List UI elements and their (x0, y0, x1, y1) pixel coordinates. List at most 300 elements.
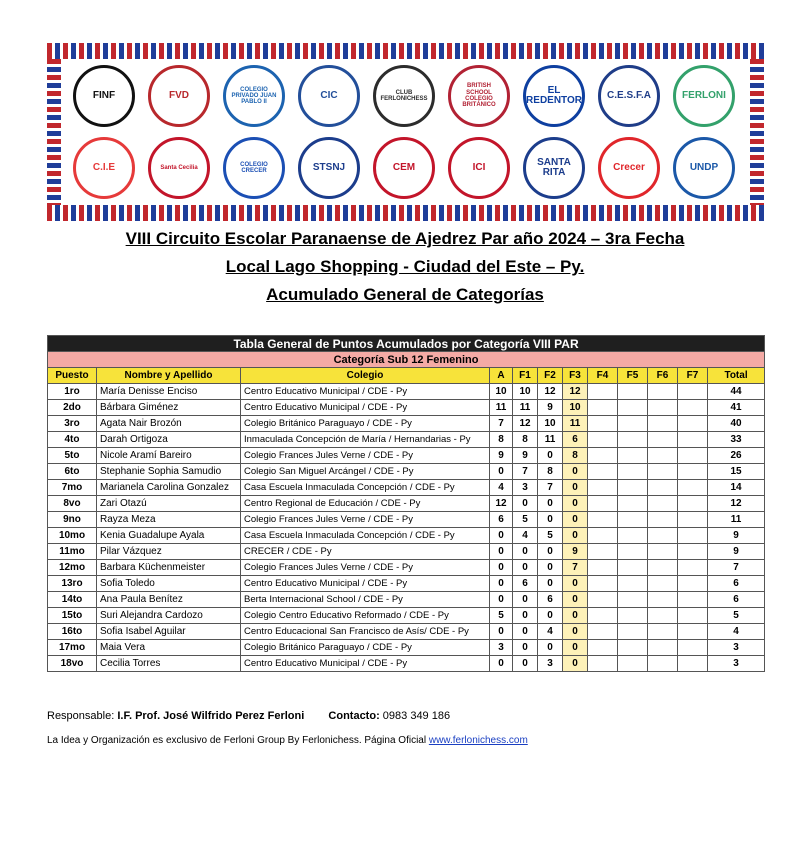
table-cell (648, 480, 678, 496)
table-cell: 0 (490, 576, 513, 592)
table-cell: 0 (563, 496, 588, 512)
table-cell: Cecilia Torres (97, 656, 241, 672)
table-cell: 0 (538, 640, 563, 656)
logo-text: STSNJ (298, 137, 360, 199)
table-cell: 4 (538, 624, 563, 640)
shield-icon (219, 135, 289, 201)
table-cell: 9 (708, 544, 765, 560)
logo-text: FINF (73, 65, 135, 127)
table-cell: 0 (490, 528, 513, 544)
table-row (48, 656, 765, 672)
table-cell: 15 (708, 464, 765, 480)
column-header: F1 (513, 368, 538, 384)
table-cell: 6 (538, 592, 563, 608)
table-cell: 26 (708, 448, 765, 464)
logo-text: FVD (148, 65, 210, 127)
table-cell: 3 (708, 640, 765, 656)
table-cell (648, 512, 678, 528)
table-cell (678, 384, 708, 400)
table-cell (678, 496, 708, 512)
table-row (48, 544, 765, 560)
logo-text: COLEGIO CRECER (223, 137, 285, 199)
table-cell: Centro Educativo Municipal / CDE - Py (241, 656, 490, 672)
table-cell (678, 528, 708, 544)
table-cell (618, 624, 648, 640)
table-cell (618, 528, 648, 544)
u-icon (669, 135, 739, 201)
table-cell: 10 (538, 416, 563, 432)
table-cell: 15to (48, 608, 97, 624)
table-cell: 5to (48, 448, 97, 464)
table-title: Tabla General de Puntos Acumulados por Categoría VIII PAR (48, 336, 765, 352)
table-row (48, 608, 765, 624)
table-cell: 0 (563, 576, 588, 592)
table-row (48, 576, 765, 592)
table-cell: Stephanie Sophia Samudio (97, 464, 241, 480)
table-cell: 33 (708, 432, 765, 448)
table-cell: 3 (708, 656, 765, 672)
table-cell: 8 (563, 448, 588, 464)
table-cell: 5 (708, 608, 765, 624)
table-cell: Colegio Británico Paraguayo / CDE - Py (241, 416, 490, 432)
logo-text: CLUB FERLONICHESS (373, 65, 435, 127)
table-cell: 8 (490, 432, 513, 448)
column-header: A (490, 368, 513, 384)
table-cell: 0 (513, 592, 538, 608)
table-cell: 11 (513, 400, 538, 416)
table-cell: Colegio Frances Jules Verne / CDE - Py (241, 448, 490, 464)
table-cell: Ana Paula Benítez (97, 592, 241, 608)
table-cell: 5 (513, 512, 538, 528)
page-subtitle-category: Acumulado General de Categorías (266, 285, 544, 304)
logo-text: ICI (448, 137, 510, 199)
table-cell: CRECER / CDE - Py (241, 544, 490, 560)
page-title: VIII Circuito Escolar Paranaense de Ajedrez Par año 2024 – 3ra Fecha (125, 229, 685, 248)
table-cell: 9 (538, 400, 563, 416)
table-cell (678, 640, 708, 656)
banner-border-left (47, 59, 61, 205)
table-cell: 14 (708, 480, 765, 496)
table-cell (618, 432, 648, 448)
seal-icon (144, 135, 214, 201)
column-header: Total (708, 368, 765, 384)
table-cell: 12 (563, 384, 588, 400)
table-cell (648, 656, 678, 672)
table-cell: 16to (48, 624, 97, 640)
table-cell: Zari Otazú (97, 496, 241, 512)
table-cell: 0 (538, 576, 563, 592)
runner-icon (444, 135, 514, 201)
table-cell: 7 (563, 560, 588, 576)
table-cell: 0 (563, 656, 588, 672)
table-cell (618, 400, 648, 416)
table-cell (618, 576, 648, 592)
table-cell: 11 (563, 416, 588, 432)
table-cell (618, 464, 648, 480)
table-cell: 10 (490, 384, 513, 400)
table-cell: 11 (538, 432, 563, 448)
table-cell: 4 (490, 480, 513, 496)
sponsor-logos (63, 61, 748, 203)
table-cell: 0 (563, 592, 588, 608)
table-cell (648, 624, 678, 640)
table-cell: Suri Alejandra Cardozo (97, 608, 241, 624)
table-cell: Kenia Guadalupe Ayala (97, 528, 241, 544)
table-cell (618, 592, 648, 608)
table-cell: 18vo (48, 656, 97, 672)
table-cell (588, 640, 618, 656)
table-cell: 7 (708, 560, 765, 576)
idea-text: La Idea y Organización es exclusivo de Ferloni Group By Ferlonichess. Página Oficial (47, 735, 427, 746)
table-row (48, 512, 765, 528)
table-cell: 12 (490, 496, 513, 512)
table-cell: Darah Ortigoza (97, 432, 241, 448)
logo-text: FERLONI (673, 65, 735, 127)
table-cell: 0 (563, 624, 588, 640)
table-cell: Bárbara Giménez (97, 400, 241, 416)
table-cell: Centro Educativo Municipal / CDE - Py (241, 400, 490, 416)
table-cell: 1ro (48, 384, 97, 400)
table-cell: 6 (513, 576, 538, 592)
table-header-row (48, 368, 765, 384)
table-cell: 6 (708, 576, 765, 592)
table-cell: 5 (490, 608, 513, 624)
table-cell: Berta Internacional School / CDE - Py (241, 592, 490, 608)
table-cell: 12mo (48, 560, 97, 576)
table-cell (588, 576, 618, 592)
table-cell: 17mo (48, 640, 97, 656)
table-cell (678, 464, 708, 480)
table-row (48, 624, 765, 640)
table-cell: 0 (513, 544, 538, 560)
table-cell: 3 (538, 656, 563, 672)
table-cell: 4to (48, 432, 97, 448)
logo-text: COLEGIO PRIVADO JUAN PABLO II (223, 65, 285, 127)
logo-text: C.E.S.F.A (598, 65, 660, 127)
table-cell (678, 512, 708, 528)
standings-table (47, 335, 765, 672)
table-cell: 4 (708, 624, 765, 640)
table-cell (618, 512, 648, 528)
crest-icon (144, 63, 214, 129)
knight-icon (69, 63, 139, 129)
logo-text: BRITISH SCHOOL COLEGIO BRITÁNICO (448, 65, 510, 127)
table-cell: 0 (490, 592, 513, 608)
table-cell (588, 480, 618, 496)
table-cell: 41 (708, 400, 765, 416)
column-header: F6 (648, 368, 678, 384)
table-cell (648, 560, 678, 576)
table-cell (648, 384, 678, 400)
table-cell (678, 448, 708, 464)
table-cell: Centro Educacional San Francisco de Asís/ CDE - Py (241, 624, 490, 640)
table-cell: 9 (490, 448, 513, 464)
logo-text: Santa Cecilia (148, 137, 210, 199)
table-cell: 0 (513, 560, 538, 576)
table-cell: 0 (490, 560, 513, 576)
contacto-label: Contacto: (328, 710, 380, 722)
table-cell (588, 608, 618, 624)
responsable-name: I.F. Prof. José Wilfrido Perez Ferloni (117, 710, 305, 722)
table-cell: 5 (538, 528, 563, 544)
table-cell: 11 (490, 400, 513, 416)
table-cell: 0 (490, 464, 513, 480)
table-cell: Colegio Británico Paraguayo / CDE - Py (241, 640, 490, 656)
logo-text: UNDP (673, 137, 735, 199)
table-cell: María Denisse Enciso (97, 384, 241, 400)
table-cell: 0 (538, 512, 563, 528)
table-cell (588, 560, 618, 576)
table-cell: Marianela Carolina Gonzalez (97, 480, 241, 496)
column-header: Puesto (48, 368, 97, 384)
table-cell (618, 480, 648, 496)
table-cell: 0 (490, 544, 513, 560)
table-cell: 14to (48, 592, 97, 608)
table-cell: 0 (513, 640, 538, 656)
responsable-label: Responsable: (47, 710, 115, 722)
table-cell: 7 (538, 480, 563, 496)
table-row (48, 464, 765, 480)
table-cell (618, 640, 648, 656)
table-cell (648, 400, 678, 416)
table-row (48, 416, 765, 432)
table-cell (678, 400, 708, 416)
sun-icon (369, 135, 439, 201)
column-header: F5 (618, 368, 648, 384)
table-cell: 13ro (48, 576, 97, 592)
table-cell: Barbara Küchenmeister (97, 560, 241, 576)
table-cell (678, 480, 708, 496)
table-cell (678, 432, 708, 448)
table-cell: Maia Vera (97, 640, 241, 656)
table-cell (618, 544, 648, 560)
table-cell (588, 544, 618, 560)
table-cell: Pilar Vázquez (97, 544, 241, 560)
table-cell: 0 (563, 464, 588, 480)
sponsor-banner (47, 43, 764, 221)
table-cell: 0 (563, 608, 588, 624)
table-cell (648, 544, 678, 560)
table-row (48, 640, 765, 656)
table-cell (588, 384, 618, 400)
union-flag-icon (444, 63, 514, 129)
table-cell (648, 496, 678, 512)
table-cell: 6 (490, 512, 513, 528)
table-cell: 7mo (48, 480, 97, 496)
table-cell: Colegio San Miguel Arcángel / CDE - Py (241, 464, 490, 480)
table-cell: Centro Educativo Municipal / CDE - Py (241, 384, 490, 400)
logo-text: C.I.E (73, 137, 135, 199)
column-header: F4 (588, 368, 618, 384)
table-cell: 10mo (48, 528, 97, 544)
table-cell: 0 (490, 656, 513, 672)
website-link[interactable]: www.ferlonichess.com (428, 735, 528, 746)
table-cell: 0 (563, 640, 588, 656)
logo-text: Crecer (598, 137, 660, 199)
table-cell: 0 (513, 496, 538, 512)
table-cell (678, 608, 708, 624)
table-cell: 3 (490, 640, 513, 656)
table-cell: Casa Escuela Inmaculada Concepción / CDE - Py (241, 480, 490, 496)
table-cell (678, 416, 708, 432)
table-row (48, 384, 765, 400)
table-cell (678, 576, 708, 592)
table-cell: 9 (708, 528, 765, 544)
table-cell: 12 (513, 416, 538, 432)
table-cell (618, 384, 648, 400)
table-cell: 12 (708, 496, 765, 512)
banner-border-top (47, 43, 764, 59)
table-cell (588, 448, 618, 464)
table-cell (588, 656, 618, 672)
table-cell: 6 (708, 592, 765, 608)
contacto-value: 0983 349 186 (382, 710, 451, 722)
table-cell (588, 528, 618, 544)
chess-board-icon (669, 63, 739, 129)
table-cell: 9no (48, 512, 97, 528)
table-cell: Centro Educativo Municipal / CDE - Py (241, 576, 490, 592)
table-row (48, 560, 765, 576)
table-cell: 0 (538, 448, 563, 464)
table-cell: 0 (563, 528, 588, 544)
table-row (48, 432, 765, 448)
footer-idea (47, 735, 528, 746)
dove-icon (294, 63, 364, 129)
table-cell: Colegio Frances Jules Verne / CDE - Py (241, 512, 490, 528)
table-cell (648, 528, 678, 544)
table-cell: 0 (513, 624, 538, 640)
table-cell (648, 592, 678, 608)
table-cell (588, 496, 618, 512)
table-cell (618, 608, 648, 624)
footer-responsable (47, 710, 450, 722)
table-cell: 8 (513, 432, 538, 448)
table-cell: 9 (513, 448, 538, 464)
table-cell (588, 512, 618, 528)
table-cell: Casa Escuela Inmaculada Concepción / CDE - Py (241, 528, 490, 544)
logo-text: CEM (373, 137, 435, 199)
table-cell: 10 (563, 400, 588, 416)
table-cell: 7 (490, 416, 513, 432)
table-cell: Nicole Aramí Bareiro (97, 448, 241, 464)
table-row (48, 496, 765, 512)
logo-text: EL REDENTOR (523, 65, 585, 127)
statue-icon (519, 63, 589, 129)
table-cell (678, 656, 708, 672)
table-cell (648, 576, 678, 592)
table-cell (678, 544, 708, 560)
rook-icon (369, 63, 439, 129)
cross-icon (594, 63, 664, 129)
table-row (48, 448, 765, 464)
table-cell (588, 592, 618, 608)
table-row (48, 592, 765, 608)
table-cell: 9 (563, 544, 588, 560)
table-cell: 0 (538, 608, 563, 624)
table-cell: 3ro (48, 416, 97, 432)
shield-icon (519, 135, 589, 201)
column-header: F3 (563, 368, 588, 384)
table-cell (618, 560, 648, 576)
table-category: Categoría Sub 12 Femenino (48, 352, 765, 368)
table-row (48, 480, 765, 496)
column-header: F7 (678, 368, 708, 384)
logo-text: SANTA RITA (523, 137, 585, 199)
table-cell (618, 656, 648, 672)
table-cell: Colegio Centro Educativo Reformado / CDE - Py (241, 608, 490, 624)
table-cell: Inmaculada Concepción de María / Hernandarias - Py (241, 432, 490, 448)
logo-text: CIC (298, 65, 360, 127)
table-cell (588, 416, 618, 432)
table-cell: 11 (708, 512, 765, 528)
table-cell: Sofia Isabel Aguilar (97, 624, 241, 640)
table-cell (648, 464, 678, 480)
table-cell: 3 (513, 480, 538, 496)
table-cell: 2do (48, 400, 97, 416)
table-row (48, 400, 765, 416)
table-cell (648, 432, 678, 448)
table-cell (648, 448, 678, 464)
table-cell: 0 (513, 608, 538, 624)
table-cell (648, 608, 678, 624)
column-header: Nombre y Apellido (97, 368, 241, 384)
table-cell: 0 (490, 624, 513, 640)
column-header: F2 (538, 368, 563, 384)
table-cell: 40 (708, 416, 765, 432)
banner-border-right (750, 59, 764, 205)
table-cell: 11mo (48, 544, 97, 560)
table-cell (618, 416, 648, 432)
crest-icon (294, 135, 364, 201)
table-cell: 10 (513, 384, 538, 400)
table-cell: Centro Regional de Educación / CDE - Py (241, 496, 490, 512)
table-cell: 0 (538, 544, 563, 560)
star-icon (594, 135, 664, 201)
table-cell (678, 560, 708, 576)
table-cell: Rayza Meza (97, 512, 241, 528)
table-cell (618, 448, 648, 464)
page-subtitle-location: Local Lago Shopping - Ciudad del Este – Py. (225, 257, 585, 276)
table-cell: Agata Nair Brozón (97, 416, 241, 432)
table-cell (678, 624, 708, 640)
table-cell: Colegio Frances Jules Verne / CDE - Py (241, 560, 490, 576)
table-cell (588, 400, 618, 416)
table-cell: 6to (48, 464, 97, 480)
table-cell: 8vo (48, 496, 97, 512)
table-cell (588, 432, 618, 448)
table-cell: 0 (513, 656, 538, 672)
table-cell: 0 (538, 496, 563, 512)
flag-icon (69, 135, 139, 201)
table-row (48, 528, 765, 544)
table-cell: 8 (538, 464, 563, 480)
table-cell: 0 (563, 480, 588, 496)
table-cell (588, 464, 618, 480)
table-cell: 12 (538, 384, 563, 400)
table-cell (618, 496, 648, 512)
table-cell: 44 (708, 384, 765, 400)
cross-icon (219, 63, 289, 129)
table-cell (678, 592, 708, 608)
column-header: Colegio (241, 368, 490, 384)
table-cell: Sofia Toledo (97, 576, 241, 592)
table-cell: 0 (563, 512, 588, 528)
table-cell: 4 (513, 528, 538, 544)
table-cell: 0 (538, 560, 563, 576)
table-cell: 6 (563, 432, 588, 448)
banner-border-bottom (47, 205, 764, 221)
table-cell (648, 640, 678, 656)
